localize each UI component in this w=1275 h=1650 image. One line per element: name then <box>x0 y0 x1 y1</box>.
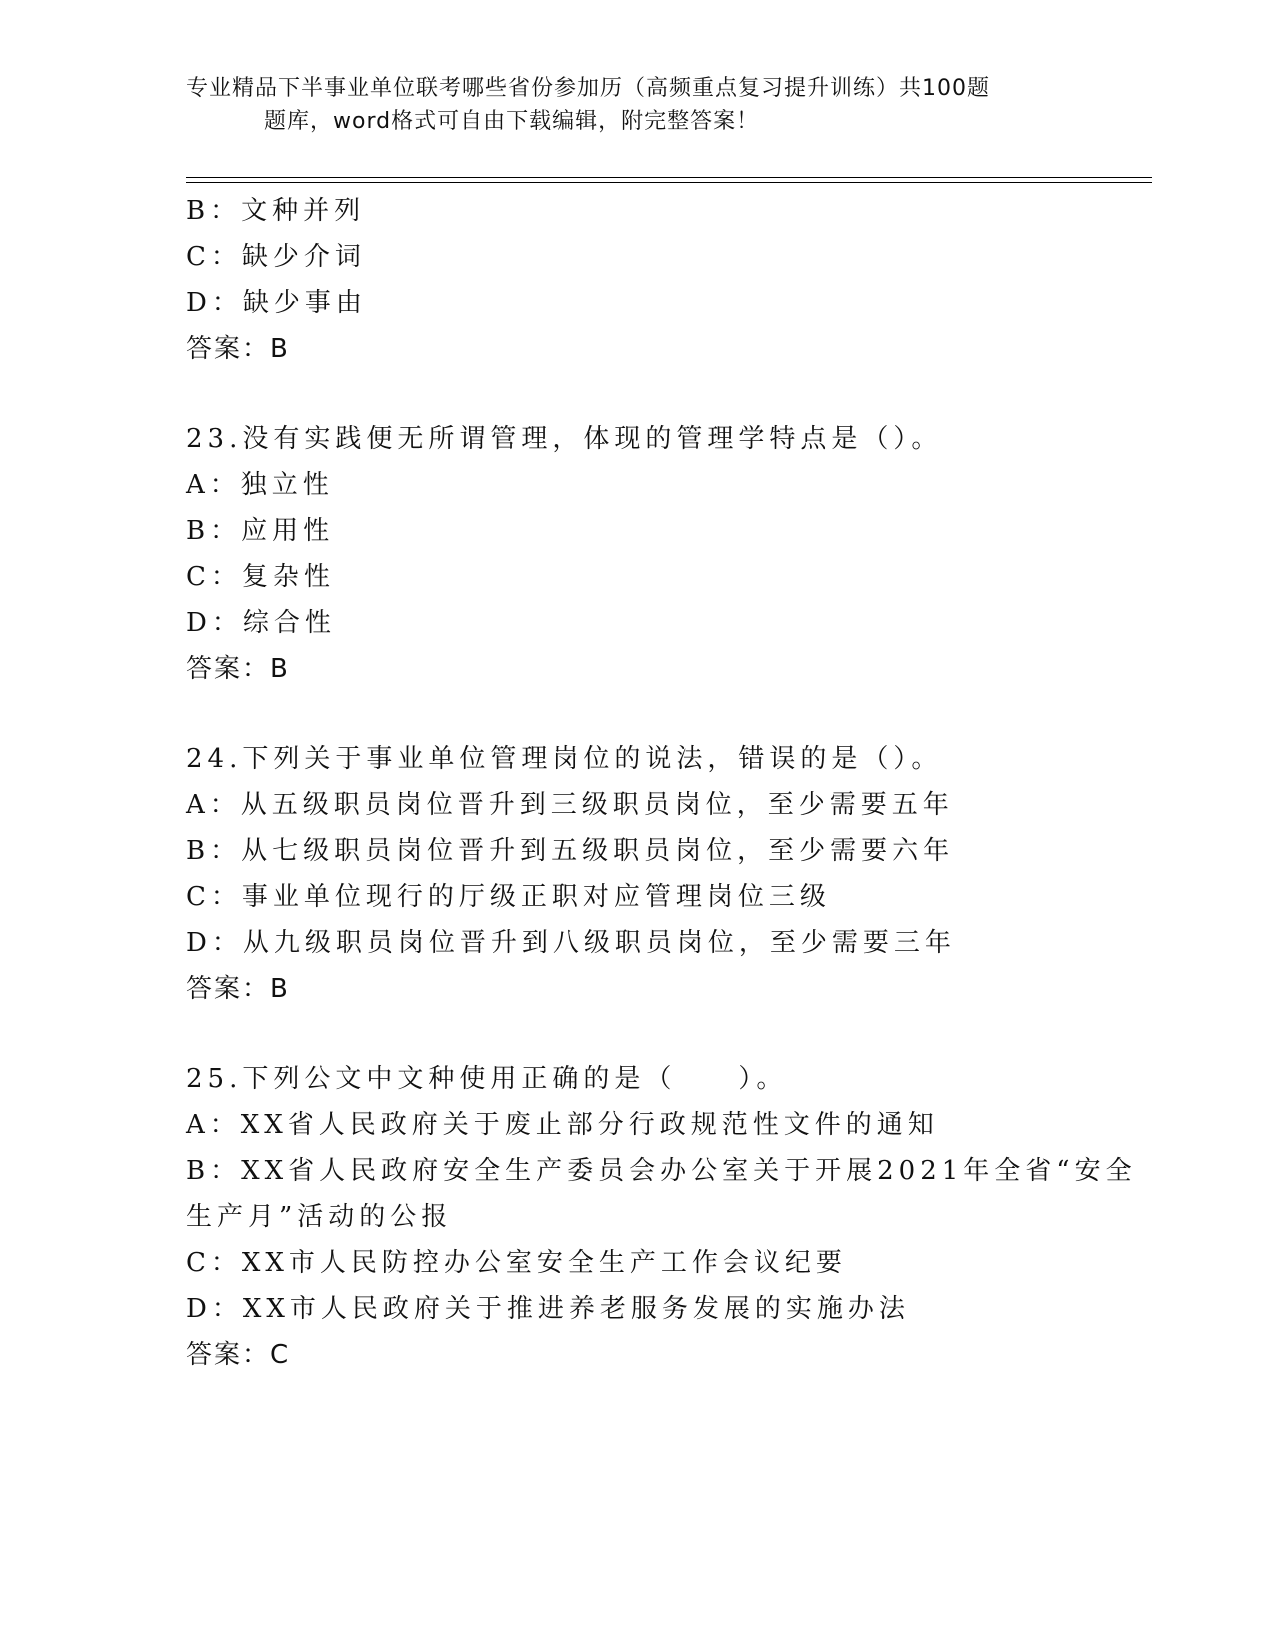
header-rule-bottom <box>186 182 1152 183</box>
spacer <box>186 1012 1086 1056</box>
question-text: 23.没有实践便无所谓管理，体现的管理学特点是（）。 <box>186 424 943 454</box>
document-body <box>186 188 1137 1378</box>
document-header <box>186 72 1066 138</box>
question-22-tail <box>186 188 1086 372</box>
header-title-line-1: 专业精品下半事业单位联考哪些省份参加历（高频重点复习提升训练）共100题 <box>186 76 990 101</box>
option-b: B：文种并列 <box>186 196 366 226</box>
answer-line: 答案：B <box>186 334 290 364</box>
option-d: D：缺少事由 <box>186 288 367 318</box>
option-d: D：从九级职员岗位晋升到八级职员岗位，至少需要三年 <box>186 928 956 958</box>
question-24 <box>186 736 1086 1012</box>
option-a: A：从五级职员岗位晋升到三级职员岗位，至少需要五年 <box>186 790 954 820</box>
spacer <box>186 372 1086 416</box>
option-c: C：XX市人民防控办公室安全生产工作会议纪要 <box>186 1248 847 1278</box>
option-b: B：从七级职员岗位晋升到五级职员岗位，至少需要六年 <box>186 836 955 866</box>
option-c: C：复杂性 <box>186 562 335 592</box>
option-b-continuation: 生产月”活动的公报 <box>186 1202 453 1232</box>
option-d: D：综合性 <box>186 608 336 638</box>
option-c: C：事业单位现行的厅级正职对应管理岗位三级 <box>186 882 831 912</box>
question-25 <box>186 1056 1137 1378</box>
spacer <box>186 692 1086 736</box>
question-text: 24.下列关于事业单位管理岗位的说法，错误的是（）。 <box>186 744 943 774</box>
option-b: B：XX省人民政府安全生产委员会办公室关于开展2021年全省“安全 <box>186 1156 1137 1186</box>
answer-line: 答案：C <box>186 1340 291 1370</box>
option-b: B：应用性 <box>186 516 335 546</box>
header-title-line-2: 题库，word格式可自由下载编辑，附完整答案！ <box>264 109 760 134</box>
option-d: D：XX市人民政府关于推进养老服务发展的实施办法 <box>186 1294 910 1324</box>
answer-line: 答案：B <box>186 654 290 684</box>
answer-line: 答案：B <box>186 974 290 1004</box>
option-a: A：XX省人民政府关于废止部分行政规范性文件的通知 <box>186 1110 939 1140</box>
question-text: 25.下列公文中文种使用正确的是（ ）。 <box>186 1064 788 1094</box>
header-rule-top <box>186 177 1152 178</box>
option-c: C：缺少介词 <box>186 242 366 272</box>
option-a: A：独立性 <box>186 470 334 500</box>
question-23 <box>186 416 1086 692</box>
